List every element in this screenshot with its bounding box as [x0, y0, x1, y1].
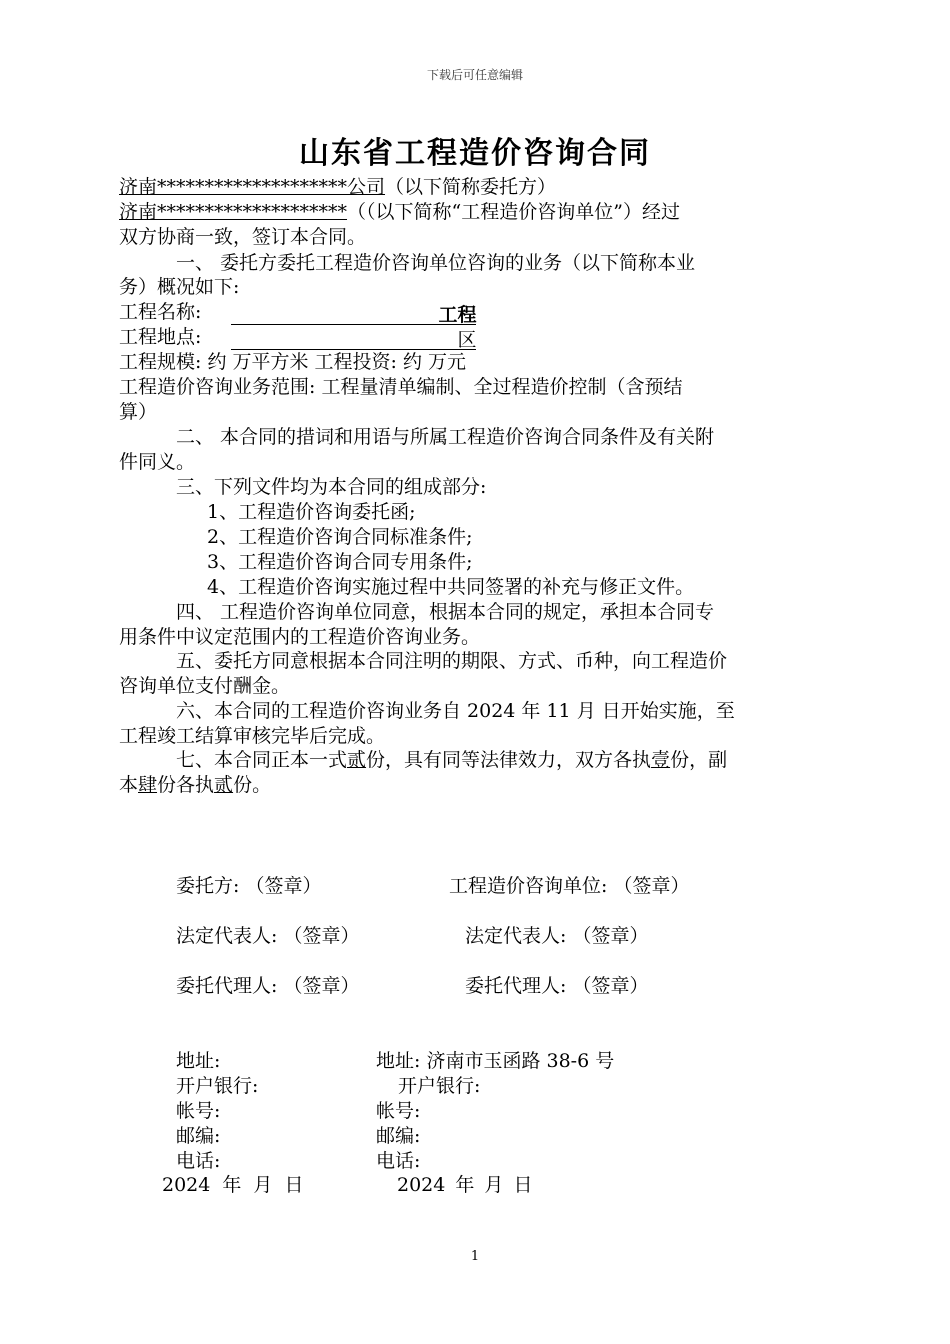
- party-a-suffix: （以下简称委托方）: [385, 176, 557, 198]
- project-name-value: 工程: [231, 302, 476, 325]
- sign-client-legal-rep: 法定代表人: （签章）: [176, 925, 360, 947]
- left-address: 地址:: [176, 1050, 221, 1072]
- left-postcode: 邮编:: [176, 1125, 221, 1147]
- clause-4-line-2: 用条件中议定范围内的工程造价咨询业务。: [119, 626, 481, 648]
- doc-item-2: 2、工程造价咨询合同标准条件;: [207, 526, 473, 548]
- clause-1-line-1: 一、 委托方委托工程造价咨询单位咨询的业务（以下简称本业: [176, 252, 696, 274]
- right-account: 帐号:: [376, 1100, 421, 1122]
- copies-total: 贰: [347, 749, 367, 771]
- sign-client: 委托方: （签章）: [176, 875, 322, 897]
- party-a-line: [119, 174, 556, 200]
- left-phone: 电话:: [176, 1150, 221, 1172]
- copies-each: 壹: [651, 749, 671, 771]
- sign-consultant-legal-rep: 法定代表人: （签章）: [465, 925, 649, 947]
- project-name-line: [119, 299, 476, 325]
- clause-7-line-2: [119, 772, 271, 798]
- page-number: 1: [470, 1249, 480, 1264]
- doc-item-4: 4、工程造价咨询实施过程中共同签署的补充与修正文件。: [207, 576, 695, 598]
- party-a-name: 济南********************公司: [119, 176, 386, 198]
- left-bank: 开户银行:: [176, 1075, 259, 1097]
- right-address: 地址: 济南市玉函路 38-6 号: [376, 1050, 615, 1072]
- clause-7-text: 份，副: [670, 749, 728, 771]
- project-site-label: 工程地点:: [119, 326, 202, 348]
- right-postcode: 邮编:: [376, 1125, 421, 1147]
- left-date: 2024 年 月 日: [162, 1174, 304, 1196]
- doc-item-3: 3、工程造价咨询合同专用条件;: [207, 551, 473, 573]
- clause-1-line-2: 务）概况如下:: [119, 276, 240, 298]
- duplicate-count: 肆: [138, 774, 158, 796]
- left-account: 帐号:: [176, 1100, 221, 1122]
- doc-item-1: 1、工程造价咨询委托函;: [207, 501, 416, 523]
- scope-line-1: 工程造价咨询业务范围: 工程量清单编制、全过程造价控制（含预结: [119, 376, 683, 398]
- right-phone: 电话:: [376, 1150, 421, 1172]
- sign-consultant: 工程造价咨询单位: （签章）: [449, 875, 690, 897]
- clause-7-text: 本: [119, 774, 139, 796]
- clause-2-line-2: 件同义。: [119, 451, 196, 473]
- party-b-line-2: 双方协商一致，签订本合同。: [119, 226, 367, 248]
- sign-consultant-agent: 委托代理人: （签章）: [465, 975, 649, 997]
- project-name-label: 工程名称:: [119, 301, 202, 323]
- party-b-line: [119, 199, 680, 225]
- clause-7-text: 份，具有同等法律效力，双方各执: [366, 749, 652, 771]
- document-title: 山东省工程造价咨询合同: [299, 136, 651, 171]
- clause-7-text: 七、本合同正本一式: [176, 749, 348, 771]
- clause-6-line-1: 六、本合同的工程造价咨询业务自 2024 年 11 月 日开始实施，至: [176, 700, 735, 722]
- duplicate-each: 贰: [214, 774, 234, 796]
- scope-line-2: 算）: [119, 401, 158, 423]
- right-bank: 开户银行:: [398, 1075, 481, 1097]
- clause-4-line-1: 四、 工程造价咨询单位同意，根据本合同的规定，承担本合同专: [176, 601, 715, 623]
- header-note: 下载后可任意编辑: [426, 68, 523, 82]
- clause-5-line-1: 五、委托方同意根据本合同注明的期限、方式、币种，向工程造价: [176, 650, 728, 672]
- project-site-line: [119, 324, 476, 350]
- project-site-value: 区: [231, 327, 476, 350]
- clause-3-line: 三、下列文件均为本合同的组成部分:: [176, 476, 487, 498]
- clause-5-line-2: 咨询单位支付酬金。: [119, 675, 291, 697]
- clause-2-line-1: 二、 本合同的措词和用语与所属工程造价咨询合同条件及有关附: [176, 426, 715, 448]
- party-b-suffix: （（以下简称“工程造价咨询单位”）经过: [347, 201, 680, 223]
- clause-7-text: 份。: [233, 774, 272, 796]
- clause-6-line-2: 工程竣工结算审核完毕后完成。: [119, 725, 386, 747]
- sign-client-agent: 委托代理人: （签章）: [176, 975, 360, 997]
- project-scale-line: 工程规模: 约 万平方米 工程投资: 约 万元: [119, 351, 467, 373]
- clause-7-line-1: [176, 747, 727, 773]
- party-b-name: 济南********************: [119, 201, 348, 223]
- right-date: 2024 年 月 日: [397, 1174, 533, 1196]
- clause-7-text: 份各执: [157, 774, 215, 796]
